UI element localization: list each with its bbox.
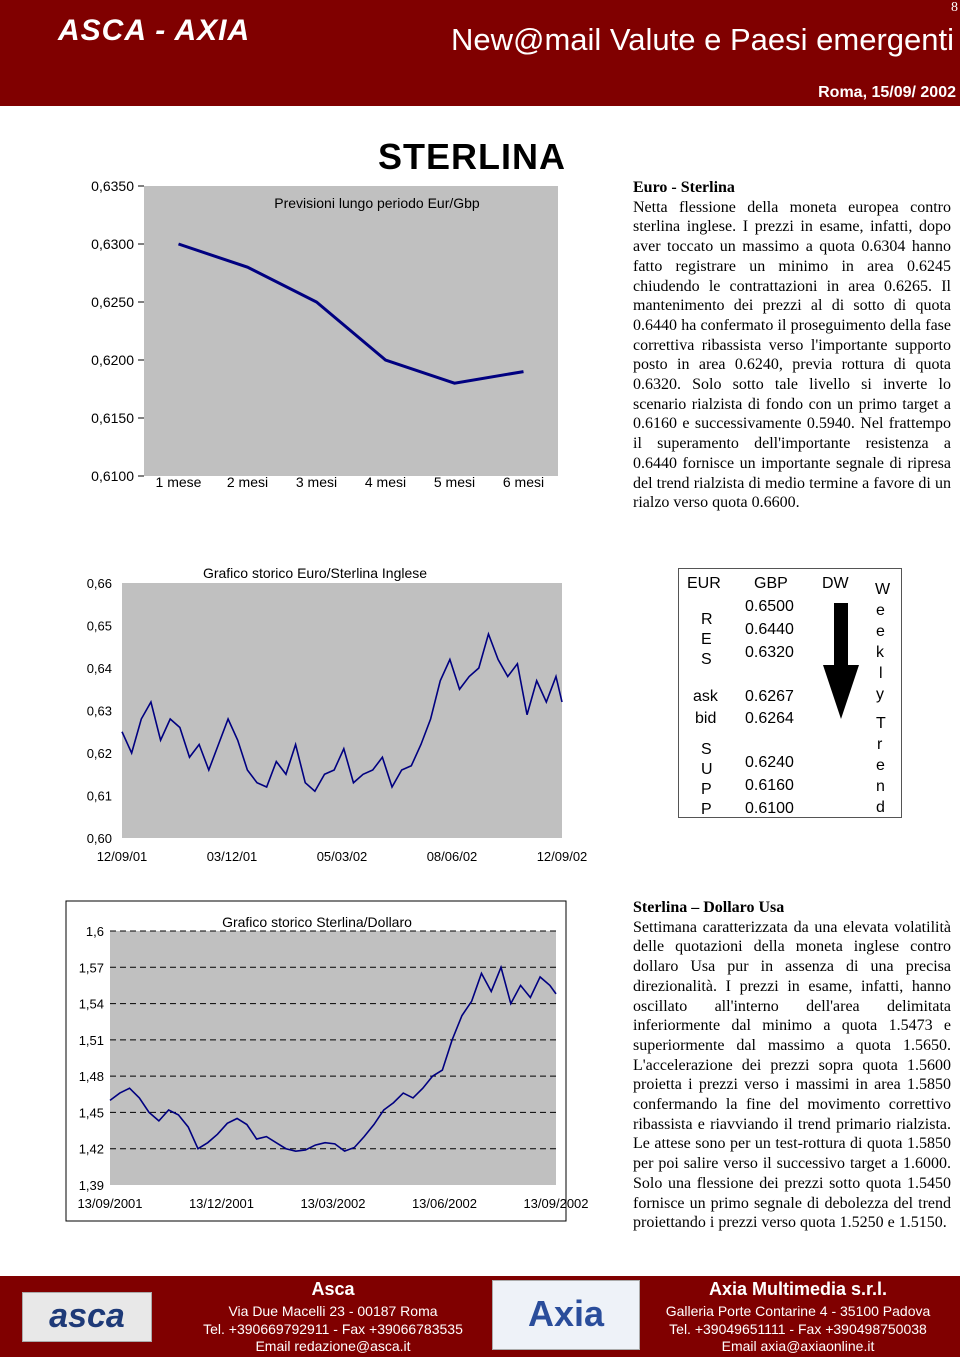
- res-letter: R: [701, 611, 713, 628]
- axia-logo-text: Axia: [527, 1293, 605, 1334]
- axia-logo: [492, 1280, 640, 1350]
- chart-title: Grafico storico Sterlina/Dollaro: [222, 914, 412, 930]
- down-arrow-icon: [821, 603, 861, 721]
- commentary-heading: Sterlina – Dollaro Usa: [633, 899, 785, 916]
- y-tick-label: 0,6200: [91, 352, 134, 368]
- asca-phone: Tel. +390669792911 - Fax +39066783535: [203, 1321, 463, 1337]
- y-tick-label: 1,39: [78, 1178, 104, 1193]
- bid-label: bid: [695, 710, 717, 727]
- header-title: New@mail Valute e Paesi emergenti: [450, 22, 954, 57]
- x-tick-label: 3 mesi: [295, 474, 338, 490]
- supp-letter: S: [701, 741, 712, 758]
- weekly-letter: W: [875, 581, 891, 598]
- weekly-letter: e: [876, 623, 885, 640]
- x-tick-label: 12/09/01: [96, 849, 148, 864]
- trend-letter: T: [876, 715, 886, 732]
- axia-phone: Tel. +39049651111 - Fax +390498750038: [669, 1321, 927, 1337]
- supp-letter: P: [701, 801, 712, 818]
- col-eur: EUR: [687, 575, 721, 592]
- x-tick-label: 03/12/01: [206, 849, 258, 864]
- axia-email[interactable]: Email axia@axiaonline.it: [721, 1338, 875, 1354]
- x-tick-label: 5 mesi: [433, 474, 476, 490]
- asca-logo-text: asca: [49, 1297, 125, 1335]
- asca-logo: [22, 1292, 152, 1342]
- resistance-value: 0.6440: [745, 621, 794, 638]
- support-value: 0.6100: [745, 800, 794, 817]
- y-tick-label: 1,48: [78, 1069, 104, 1085]
- y-tick-label: 0,6350: [91, 178, 134, 194]
- col-dw: DW: [822, 575, 849, 592]
- commentary-body: Netta flessione della moneta europea contro sterlina inglese. I prezzi in esame, infatti, dopo aver toccato un massimo a quota 0.6304 hanno fatto registrare un minimo in area 0.6245 chiudendo le contrattazioni in area 0.6265. Il mantenimento dei prezzi al di sotto di quota 0.6440 ha confermato il proseguimento della fase correttiva ribassista verso l'importante supporto posto in area 0.6240, previa rottura di quota 0.6320. Solo sotto tale livello si inverte lo scenario rialzista di fondo con un primo target a 0.6160 e successivamente 0.5940. Nel frattempo il superamento dell'importante resistenza a 0.6440 fornisce un importante segnale di ripresa del trend rialzista di medio termine a favore di un rialzo verso quota 0.6600.: [633, 198, 951, 512]
- y-tick-label: 0,6100: [91, 468, 134, 484]
- x-tick-label: 08/06/02: [426, 849, 478, 864]
- x-tick-label: 6 mesi: [502, 474, 545, 490]
- header-brand: ASCA - AXIA: [58, 14, 251, 47]
- commentary-body: Settimana caratterizzata da una elevata volatilità delle quotazioni della moneta inglese contro dollaro Usa pur in assenza di una precisa direzionalità. I prezzi in esame, infatti, hanno oscillato all'interno dell'area delimitata inferiormente dal minimo a quota 1.5473 e superiormente dal massimo a quota 1.5650. L'accelerazione dei prezzi sopra quota 1.5600 proietta i prezzi verso i massimi in area 1.5850 confermando la fine del movimento correttivo ribassista e riavviando il trend primario rialzista. Le attese sono per un test-rottura di quota 1.5850 per poi salire verso il successivo target a 1.6000. Solo una flessione dei prezzi sotto quota 1.5450 fornisce un primo segnale di debolezza del trend proiettando i prezzi verso quota 1.5250 e 1.5150.: [633, 918, 951, 1232]
- support-value: 0.6160: [745, 777, 794, 794]
- axia-address: Galleria Porte Contarine 4 - 35100 Padova: [665, 1303, 931, 1319]
- y-tick-label: 0,65: [86, 618, 112, 634]
- weekly-letter: y: [876, 686, 884, 703]
- ask-value: 0.6267: [745, 688, 794, 705]
- y-tick-label: 0,6300: [91, 236, 134, 252]
- weekly-letter: e: [876, 602, 885, 619]
- y-tick-label: 1,42: [78, 1141, 104, 1157]
- page-number: 8: [951, 0, 958, 15]
- bid-value: 0.6264: [745, 710, 794, 727]
- x-tick-label: 12/09/02: [536, 849, 588, 864]
- y-tick-label: 0,6150: [91, 410, 134, 426]
- res-letter: E: [701, 631, 712, 648]
- y-tick-label: 0,64: [86, 661, 112, 676]
- weekly-letter: l: [879, 665, 883, 682]
- y-tick-label: 0,6250: [91, 294, 134, 310]
- y-tick-label: 1,51: [78, 1032, 104, 1048]
- chart-title: Grafico storico Euro/Sterlina Inglese: [202, 565, 428, 581]
- y-tick-label: 0,66: [86, 576, 112, 591]
- x-tick-label: 4 mesi: [364, 474, 407, 490]
- gbp-usd-commentary: [633, 898, 951, 1233]
- levels-table: [678, 568, 902, 818]
- eur-gbp-commentary: [633, 178, 951, 513]
- x-tick-label: 13/06/2002: [411, 1196, 478, 1211]
- y-tick-label: 1,54: [78, 996, 104, 1012]
- commentary-heading: Euro - Sterlina: [633, 179, 735, 196]
- resistance-value: 0.6320: [745, 644, 794, 661]
- trend-letter: n: [876, 778, 885, 795]
- plot-area: [122, 583, 562, 838]
- axia-name: Axia Multimedia s.r.l.: [708, 1279, 888, 1299]
- ask-label: ask: [693, 688, 718, 705]
- y-tick-label: 1,57: [78, 960, 104, 976]
- supp-letter: P: [701, 781, 712, 798]
- x-tick-label: 05/03/02: [316, 849, 368, 864]
- y-tick-label: 1,6: [85, 924, 104, 939]
- resistance-value: 0.6500: [745, 598, 794, 615]
- asca-address: Via Due Macelli 23 - 00187 Roma: [228, 1303, 438, 1319]
- y-tick-label: 0,60: [86, 831, 112, 846]
- x-tick-label: 13/03/2002: [300, 1196, 366, 1211]
- x-tick-label: 13/09/2001: [77, 1196, 143, 1211]
- section-title: STERLINA: [378, 136, 566, 177]
- chart-title: Previsioni lungo periodo Eur/Gbp: [274, 195, 480, 211]
- header-date: Roma, 15/09/ 2002: [818, 84, 956, 101]
- chart-forecast: [60, 178, 560, 498]
- asca-email[interactable]: Email redazione@asca.it: [255, 1338, 411, 1354]
- page-footer: [0, 1276, 960, 1357]
- res-letter: S: [701, 651, 712, 668]
- x-tick-label: 2 mesi: [226, 474, 269, 490]
- x-tick-label: 13/12/2001: [188, 1196, 255, 1211]
- y-tick-label: 0,63: [86, 703, 112, 719]
- support-value: 0.6240: [745, 754, 794, 771]
- x-tick-label: 1 mese: [155, 474, 202, 490]
- y-tick-label: 1,45: [78, 1105, 104, 1121]
- plot-area: [110, 931, 556, 1185]
- supp-letter: U: [701, 761, 713, 778]
- chart-gbp-usd-history: [62, 897, 589, 1225]
- chart-eur-gbp-history: [60, 555, 588, 873]
- asca-name: Asca: [311, 1279, 355, 1299]
- page-header: [0, 0, 960, 106]
- weekly-letter: k: [876, 644, 884, 661]
- trend-letter: d: [876, 799, 885, 816]
- trend-letter: r: [877, 736, 883, 753]
- x-tick-label: 13/09/2002: [523, 1196, 589, 1211]
- col-gbp: GBP: [754, 575, 788, 592]
- y-tick-label: 0,62: [86, 746, 112, 761]
- y-tick-label: 0,61: [86, 788, 112, 804]
- trend-letter: e: [876, 757, 885, 774]
